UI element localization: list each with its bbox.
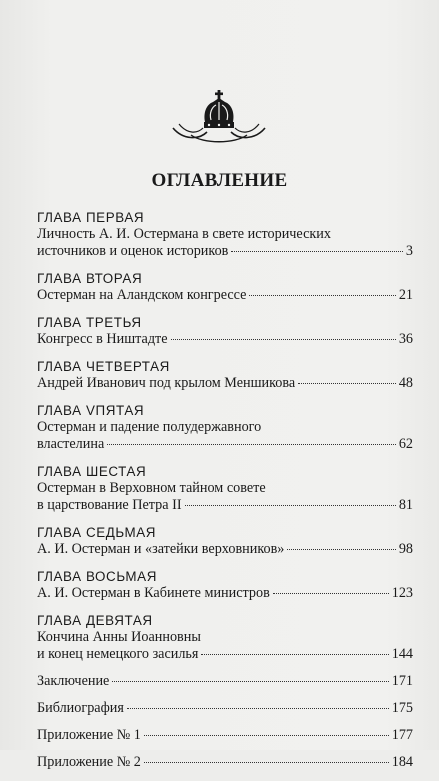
entry-label: Приложение № 1 — [37, 727, 141, 743]
page-number: 48 — [398, 375, 413, 391]
chapter-title-line: Андрей Иванович под крылом Меншикова — [37, 375, 296, 391]
page-number: 62 — [398, 436, 413, 452]
dot-leader — [171, 339, 396, 340]
toc-entry-chapter-4[interactable] — [37, 358, 413, 392]
dot-leader — [144, 735, 389, 736]
table-of-contents — [37, 209, 413, 781]
chapter-heading: ГЛАВА ШЕСТАЯ — [37, 464, 147, 479]
chapter-heading: ГЛАВА ПЕРВАЯ — [37, 210, 145, 225]
chapter-heading: ГЛАВА ВТОРАЯ — [37, 271, 143, 286]
dot-leader — [185, 505, 396, 506]
toc-entry-chapter-1[interactable] — [37, 209, 413, 260]
chapter-title-line: Кончина Анны Иоанновны — [37, 629, 201, 645]
page-title: ОГЛАВЛЕНИЕ — [151, 170, 288, 191]
page-number: 36 — [398, 331, 413, 347]
dot-leader — [287, 549, 395, 550]
dot-leader — [231, 251, 403, 252]
chapter-title-line: А. И. Остерман в Кабинете министров — [37, 585, 270, 601]
toc-entry-bibliography[interactable] — [37, 700, 413, 717]
toc-entry-chapter-7[interactable] — [37, 524, 413, 558]
dot-leader — [144, 762, 389, 763]
dot-leader — [107, 444, 396, 445]
chapter-title-line: и конец немецкого засилья — [37, 646, 199, 662]
chapter-title-line: в царствование Петра II — [37, 497, 182, 513]
chapter-title-line: Остерман в Верховном тайном совете — [37, 480, 266, 496]
page-number: 175 — [391, 700, 413, 716]
chapter-heading: ГЛАВА VПЯТАЯ — [37, 403, 145, 418]
chapter-heading: ГЛАВА СЕДЬМАЯ — [37, 525, 157, 540]
chapter-heading: ГЛАВА ВОСЬМАЯ — [37, 569, 157, 584]
chapter-title-line: Личность А. И. Остермана в свете исторических — [37, 226, 331, 242]
entry-label: Заключение — [37, 673, 110, 689]
toc-entry-appendix-1[interactable] — [37, 727, 413, 744]
entry-label: Библиография — [37, 700, 124, 716]
crown-ornament-icon — [169, 88, 269, 146]
toc-entry-chapter-9[interactable] — [37, 612, 413, 663]
page-number: 184 — [391, 754, 413, 770]
toc-entry-chapter-8[interactable] — [37, 568, 413, 602]
toc-entry-chapter-5[interactable] — [37, 402, 413, 453]
page-number: 21 — [398, 287, 413, 303]
chapter-title-line: А. И. Остерман и «затейки верховников» — [37, 541, 285, 557]
chapter-heading: ГЛАВА ДЕВЯТАЯ — [37, 613, 153, 628]
toc-entry-appendix-2[interactable] — [37, 754, 413, 771]
page-number: 81 — [398, 497, 413, 513]
toc-entry-conclusion[interactable] — [37, 673, 413, 690]
chapter-heading: ГЛАВА ТРЕТЬЯ — [37, 315, 142, 330]
page-number: 144 — [391, 646, 413, 662]
chapter-title-line: источников и оценок историков — [37, 243, 229, 259]
chapter-title-line: властелина — [37, 436, 105, 452]
dot-leader — [298, 383, 396, 384]
toc-entry-chapter-3[interactable] — [37, 314, 413, 348]
page-number: 123 — [391, 585, 413, 601]
chapter-title-line: Конгресс в Ништадте — [37, 331, 168, 347]
chapter-title-line: Остерман на Аландском конгрессе — [37, 287, 247, 303]
chapter-heading: ГЛАВА ЧЕТВЕРТАЯ — [37, 359, 170, 374]
page-number: 98 — [398, 541, 413, 557]
page-number: 3 — [405, 243, 413, 259]
page-number: 177 — [391, 727, 413, 743]
toc-entry-chapter-2[interactable] — [37, 270, 413, 304]
dot-leader — [127, 708, 389, 709]
dot-leader — [273, 593, 389, 594]
dot-leader — [249, 295, 395, 296]
dot-leader — [201, 654, 388, 655]
toc-entry-chapter-6[interactable] — [37, 463, 413, 514]
chapter-title-line: Остерман и падение полудержавного — [37, 419, 262, 435]
entry-label: Приложение № 2 — [37, 754, 141, 770]
dot-leader — [112, 681, 388, 682]
page-number: 171 — [391, 673, 413, 689]
